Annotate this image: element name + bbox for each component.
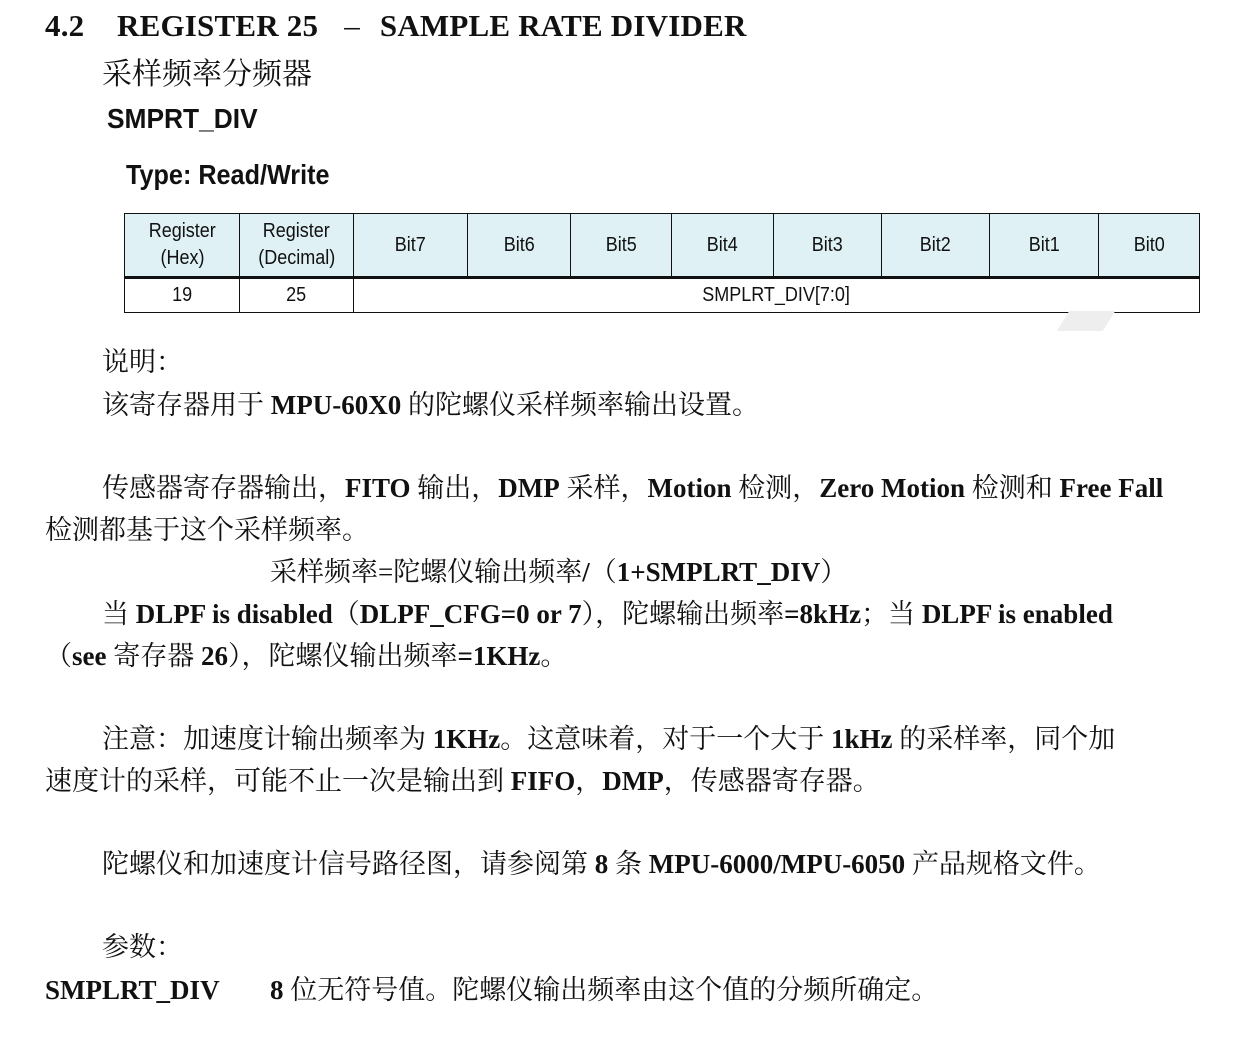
- dlpf-line-2: （see 寄存器 26），陀螺仪输出频率=1KHz。: [45, 641, 568, 671]
- description-line-1: 该寄存器用于 MPU-60X0 的陀螺仪采样频率输出设置。: [102, 390, 759, 420]
- table-row: [125, 278, 1200, 313]
- header-bit7: Bit7: [354, 214, 468, 278]
- formula-line: 采样频率=陀螺仪输出频率/（1+SMPLRT_DIV）: [270, 557, 848, 587]
- header-register-hex: Register (Hex): [125, 214, 240, 278]
- section-heading: [45, 8, 747, 44]
- register-table: [124, 213, 1200, 313]
- dlpf-line-1: 当 DLPF is disabled（DLPF_CFG=0 or 7），陀螺输出频率=8kHz；当 DLPF is enabled: [102, 599, 1113, 629]
- parameter-description: 8 位无符号值。陀螺仪输出频率由这个值的分频所确定。: [270, 975, 939, 1005]
- cell-register-decimal: 25: [240, 278, 354, 313]
- parameters-label: 参数：: [102, 932, 183, 962]
- register-type: Type: Read/Write: [126, 159, 330, 190]
- table-header-row: [125, 214, 1200, 278]
- watermark-fragment: [1057, 311, 1115, 331]
- description-label: 说明：: [102, 347, 183, 377]
- chinese-title: 采样频率分频器: [102, 58, 312, 91]
- note-line-1: 注意：加速度计输出频率为 1KHz。这意味着，对于一个大于 1kHz 的采样率，同个加: [102, 724, 1116, 754]
- header-bit1: Bit1: [990, 214, 1099, 278]
- parameter-name: SMPLRT_DIV: [45, 975, 220, 1005]
- section-dash: –: [344, 8, 360, 43]
- description-line-2: 传感器寄存器输出，FITO 输出，DMP 采样，Motion 检测，Zero Motion 检测和 Free Fall: [102, 473, 1164, 503]
- header-register-decimal: Register (Decimal): [240, 214, 354, 278]
- note-line-2: 速度计的采样，可能不止一次是输出到 FIFO，DMP，传感器寄存器。: [45, 766, 880, 796]
- header-bit3: Bit3: [774, 214, 882, 278]
- description-line-3: 检测都基于这个采样频率。: [45, 515, 369, 545]
- header-bit6: Bit6: [468, 214, 571, 278]
- cell-register-hex: 19: [125, 278, 240, 313]
- reference-line: 陀螺仪和加速度计信号路径图，请参阅第 8 条 MPU-6000/MPU-6050 产品规格文件。: [102, 849, 1101, 879]
- section-number: 4.2: [45, 8, 85, 43]
- header-bit2: Bit2: [882, 214, 990, 278]
- section-subtitle: SAMPLE RATE DIVIDER: [379, 8, 747, 43]
- header-bit5: Bit5: [571, 214, 672, 278]
- header-bit0: Bit0: [1099, 214, 1200, 278]
- section-title: REGISTER 25: [117, 8, 319, 43]
- register-name: SMPRT_DIV: [107, 103, 258, 134]
- cell-field-smplrt-div: SMPLRT_DIV[7:0]: [354, 278, 1200, 313]
- header-bit4: Bit4: [672, 214, 774, 278]
